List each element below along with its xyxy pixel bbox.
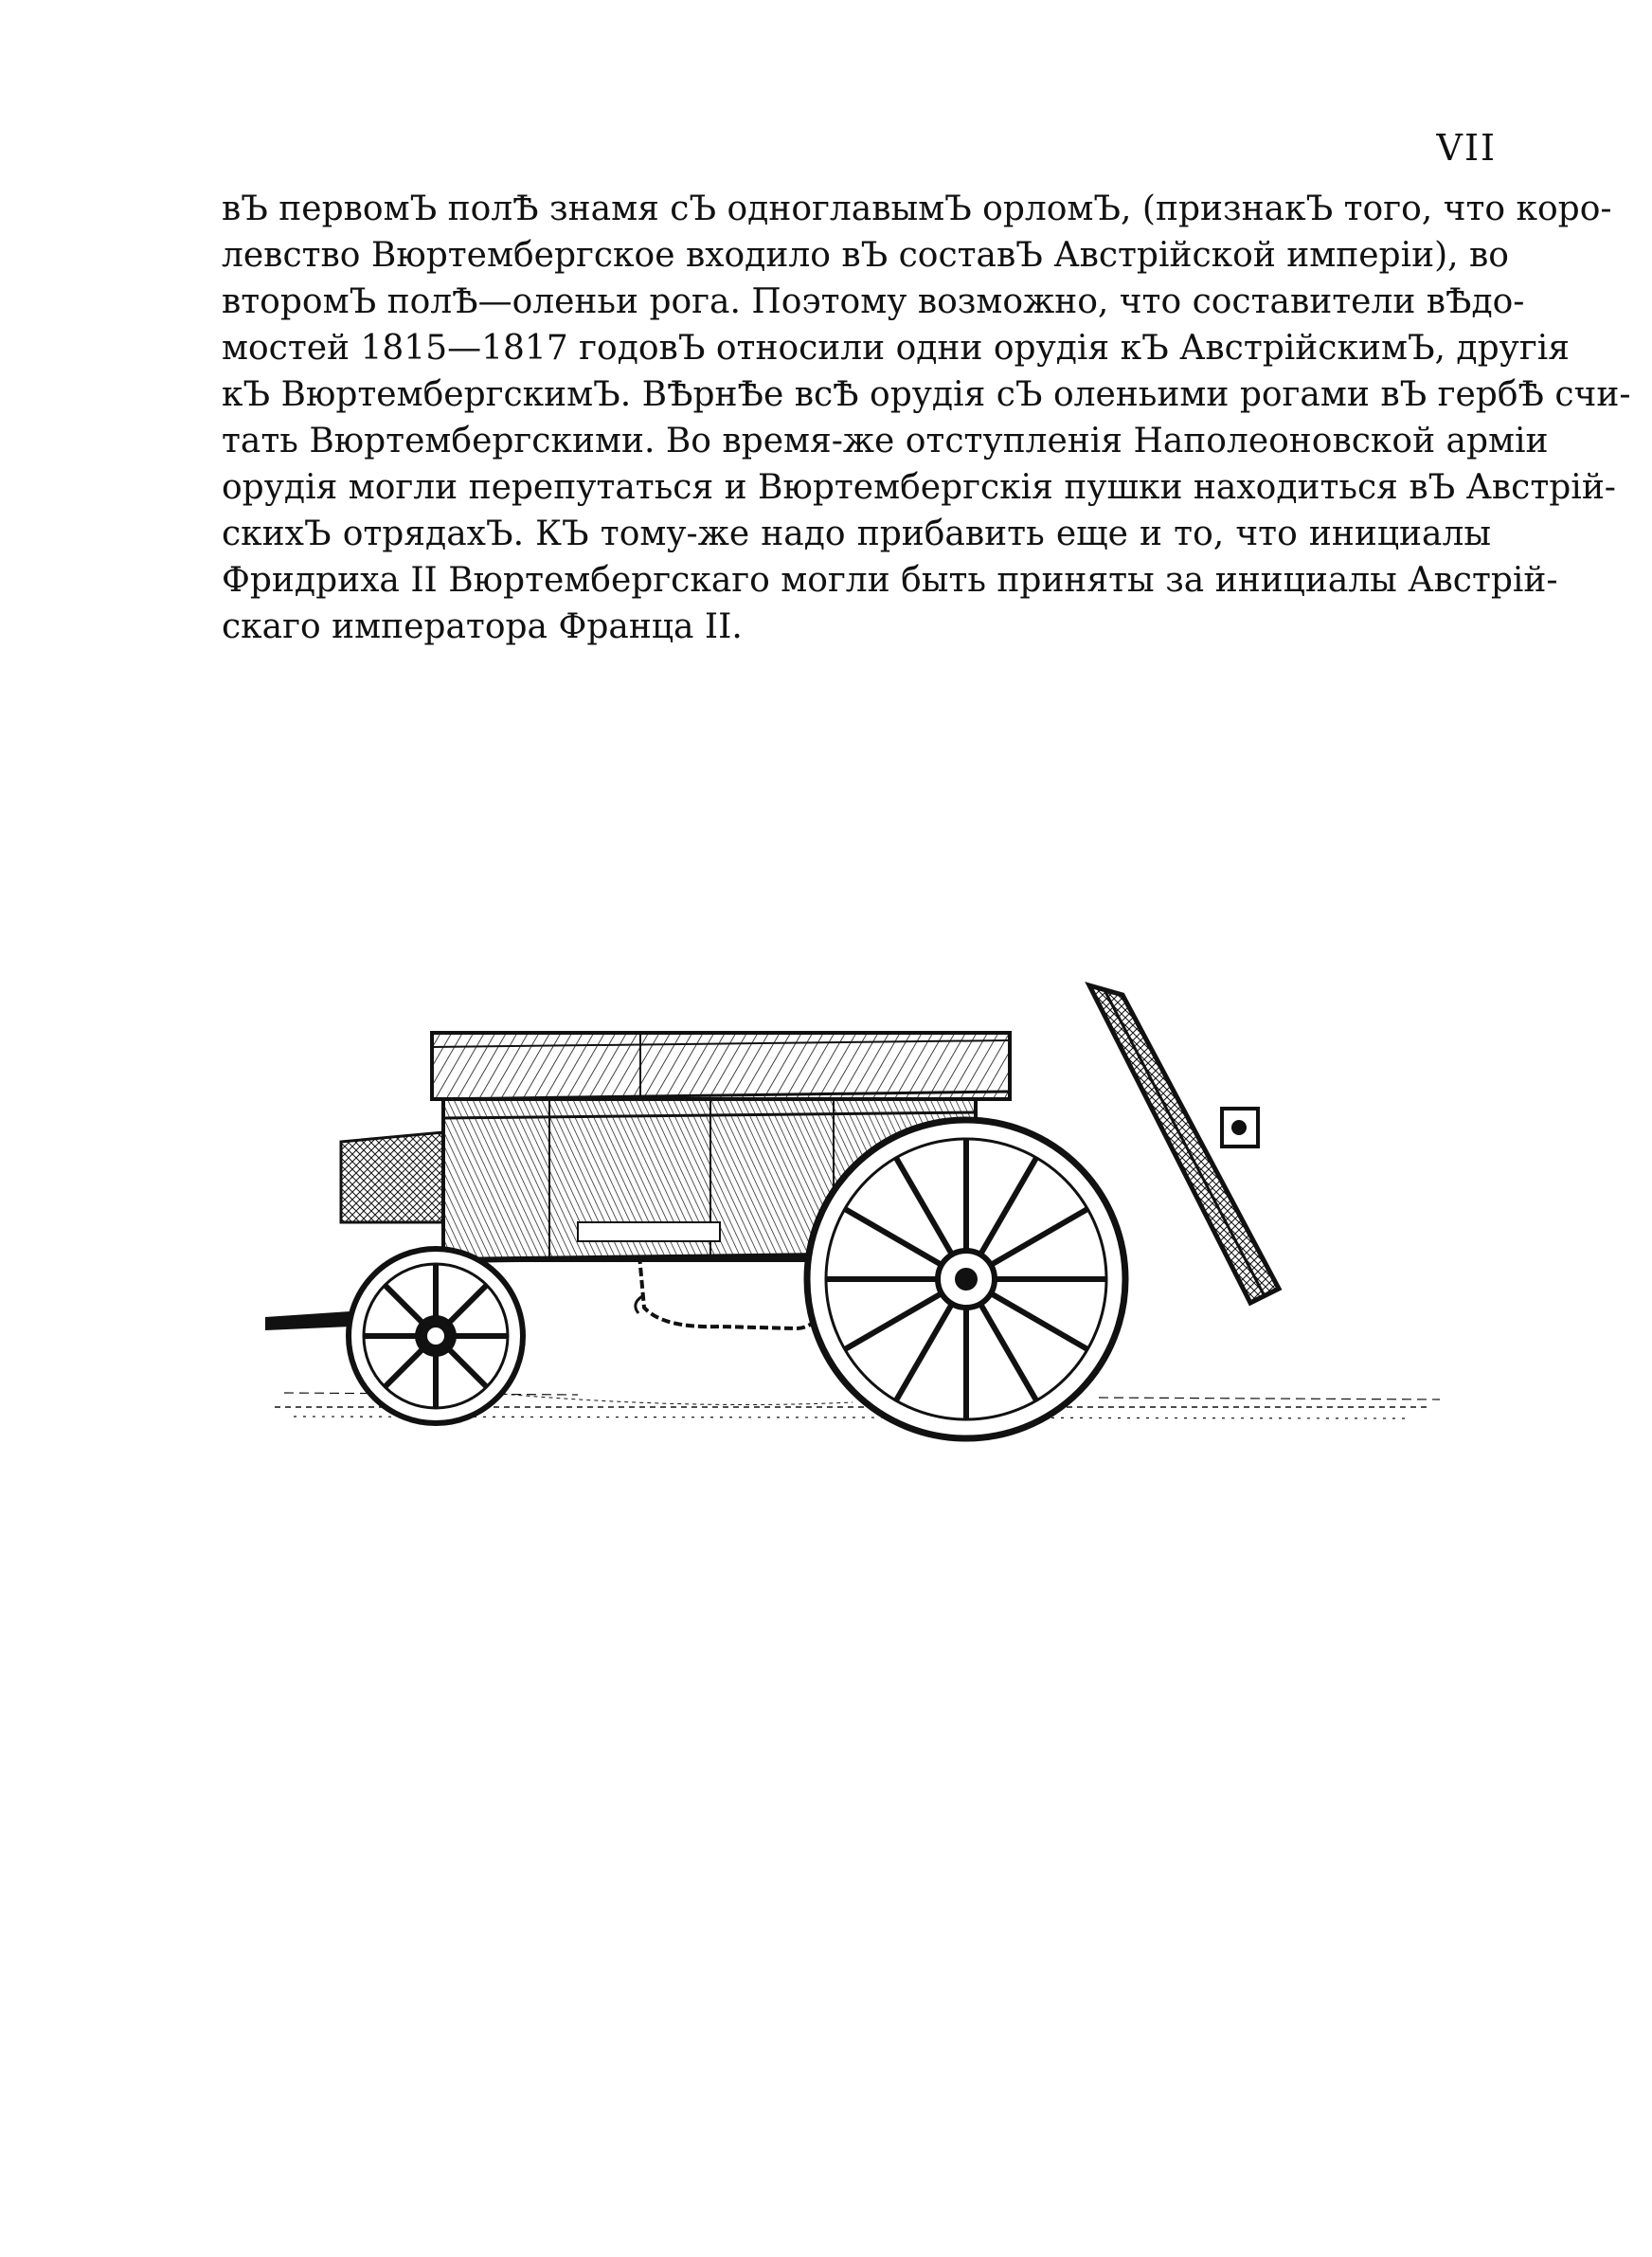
- rear-wheel: [807, 1120, 1125, 1438]
- wagon-lid: [432, 1033, 1010, 1101]
- wagon-engraving: [265, 938, 1459, 1469]
- text-line: тать Вюртембергскими. Во время-же отступленiя Наполеоновской армiи: [222, 422, 1549, 460]
- text-line: кЪ ВюртембергскимЪ. ВѢрнѢе всѢ орудiя сЪ оленьими рогами вЪ гербѢ счи-: [222, 375, 1631, 414]
- page-number: VII: [1436, 127, 1497, 169]
- text-line: мостей 1815—1817 годовЪ относили одни орудiя кЪ АвстрiйскимЪ, другiя: [222, 329, 1570, 368]
- front-wheel: [349, 1249, 523, 1423]
- text-line: второмЪ полѢ—оленьи рога. Поэтому возможно, что составители вѢдо-: [222, 282, 1525, 321]
- wagon-illustration: [265, 938, 1459, 1469]
- chain: [636, 1255, 824, 1328]
- body-text: [222, 186, 1631, 650]
- text-line: орудiя могли перепутаться и Вюртембергскiя пушки находиться вЪ Австрiй-: [222, 468, 1616, 507]
- text-line: скихЪ отрядахЪ. КЪ тому-же надо прибавить еще и то, что инициалы: [222, 515, 1491, 553]
- text-line: Фридриха II Вюртембергскаго могли быть приняты за инициалы Австрiй-: [222, 561, 1558, 600]
- text-line: вЪ первомЪ полѢ знамя сЪ одноглавымЪ орломЪ, (признакЪ того, что коро-: [222, 190, 1612, 228]
- text-line: левство Вюртембергское входило вЪ составЪ Австрiйской имперiи), во: [222, 236, 1509, 275]
- text-line: скаго императора Франца II.: [222, 607, 743, 646]
